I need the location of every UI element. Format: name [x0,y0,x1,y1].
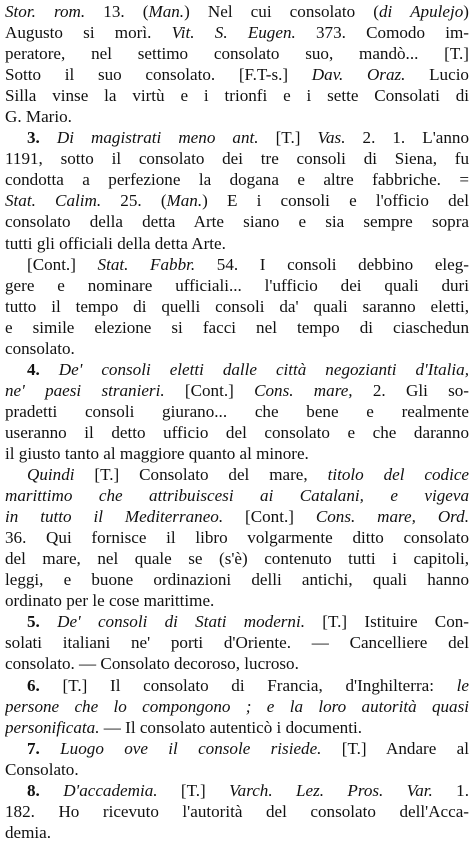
italic-segment: le [456,675,469,695]
text-segment: condotta a perfezione la dogana e altre fabbriche. = [5,170,469,190]
italic-segment: Di magistrati meno ant. [56,128,259,148]
text-segment: leggi, e buone ordinazioni delli antichi, quali hanno [5,570,469,590]
text-segment: useranno il detto ufficio del consolato e che daranno [5,422,469,442]
text-segment: Lucio [405,65,469,85]
text-line [5,106,469,127]
text-segment: Consolato. [5,759,79,779]
text-segment: tutto il tempo di quelli consoli da' quali saranno eletti, [5,296,469,316]
text-segment: [Cont.] [164,380,255,400]
text-line [5,233,469,254]
italic-segment: Cons. mare, [254,380,353,400]
text-line [5,317,469,338]
italic-segment: Stor. rom. [5,2,86,21]
text-line [5,569,469,590]
italic-segment: Man. [148,2,185,21]
italic-segment: Cons. mare, Ord. [315,507,469,527]
text-segment: 13. ( [85,2,149,21]
text-line [5,780,469,801]
text-segment: [T.] [157,780,230,800]
section-number: 4. [27,359,59,379]
text-segment: Silla vinse la virtù e i trionfi e i sette Consolati di [5,86,469,106]
italic-segment: persone che lo compongono ; e la loro autorità quasi [5,696,469,716]
text-segment: ) [463,2,469,21]
section-number: 3. [27,128,57,148]
text-segment: pradetti consoli giurano... che bene e realmente [5,401,469,421]
text-line [5,169,469,190]
text-segment: [T.] Consolato del mare, [74,465,328,485]
text-line [5,211,469,232]
text-segment: solati italiani ne' porti d'Oriente. — Cancelliere del [5,633,469,653]
text-line [5,190,469,211]
text-segment: [T.] [258,128,318,148]
text-line [5,590,469,611]
text-segment: demia. [5,822,52,842]
text-segment: [T.] Istituire Con- [305,612,469,632]
italic-segment: in tutto il Mediterraneo. [5,507,224,527]
text-segment: consolato. [5,338,75,358]
text-segment: [Cont.] [223,507,316,527]
italic-segment: Quindi [27,465,75,485]
text-segment: 373. Comodo im- [295,23,469,43]
italic-segment: Varch. Lez. Pros. Var. [229,780,433,800]
text-segment: peratore, nel settimo consolato suo, mandò... [T.] [5,44,469,64]
italic-segment: Vit. S. Eugen. [171,23,296,43]
italic-segment: marittimo che attribuiscesi ai Catalani, e vigeva [5,486,469,506]
text-segment: [T.] Andare al [321,738,469,758]
text-segment: ordinato per le cose marittime. [5,591,215,611]
text-line [5,611,469,632]
text-segment: — Il consolato autenticò i documenti. [99,717,363,737]
text-line [5,717,469,738]
text-line [5,401,469,422]
text-line [5,675,469,696]
text-segment: 54. I consoli debbino eleg- [195,254,469,274]
text-segment: gere e nominare ufficiali... l'ufficio dei quali duri [5,275,469,295]
italic-segment: De' consoli di Stati moderni. [57,612,306,632]
text-line [5,443,469,464]
text-line [5,254,469,275]
text-segment: [Cont.] [27,254,98,274]
text-line [5,485,469,506]
text-line [5,738,469,759]
text-line [5,359,469,380]
italic-segment: Vas. [317,128,346,148]
italic-segment: titolo del codice [327,465,469,485]
section-number: 8. [27,780,64,800]
text-segment: ) E i consoli e l'officio del [202,191,469,211]
text-line [5,85,469,106]
text-line [5,822,469,843]
text-segment: Augusto si morì. [5,23,172,43]
text-line [5,548,469,569]
text-segment: 25. ( [101,191,167,211]
text-line [5,127,469,148]
section-number: 5. [27,612,58,632]
text-segment: del mare, nel quale se (s'è) contenuto tutti i capitoli, [5,549,469,569]
italic-segment: D'accademia. [63,780,158,800]
text-line [5,653,469,674]
text-line [5,380,469,401]
section-number: 7. [27,738,61,758]
italic-segment: Stat. Fabbr. [97,254,196,274]
text-line [5,1,469,22]
text-line [5,696,469,717]
italic-segment: De' consoli eletti dalle città negozianti d'Italia, [58,359,469,379]
text-line [5,527,469,548]
dictionary-entry-text [5,1,469,843]
text-line [5,632,469,653]
text-segment: consolato della detta Arte siano e sia sempre sopra [5,212,469,232]
text-line [5,148,469,169]
text-segment: [T.] Il consolato di Francia, d'Inghilterra: [62,675,457,695]
text-line [5,759,469,780]
italic-segment: Dav. Oraz. [311,65,406,85]
text-segment: consolato. — Consolato decoroso, lucroso. [5,654,299,674]
text-line [5,464,469,485]
text-segment: 1191, sotto il consolato dei tre consoli di Siena, fu [5,149,469,169]
text-segment: 1. [432,780,469,800]
text-line [5,422,469,443]
italic-segment: Stat. Calim. [5,191,102,211]
text-line [5,506,469,527]
italic-segment: Man. [166,191,203,211]
text-segment: il giusto tanto al maggiore quanto al minore. [5,443,309,463]
text-segment: 2. Gli so- [352,380,469,400]
text-line [5,275,469,296]
italic-segment: personificata. [5,717,100,737]
text-segment: tutti gli officiali della detta Arte. [5,233,226,253]
section-number: 6. [27,675,63,695]
text-segment: 36. Qui fornisce il libro volgarmente ditto consolato [5,528,469,548]
text-segment: 2. 1. L'anno [345,128,469,148]
text-line [5,64,469,85]
text-line [5,338,469,359]
text-segment: ) Nel cui consolato ( [184,2,379,21]
text-segment: G. Mario. [5,107,72,127]
text-segment: 182. Ho ricevuto l'autorità del consolato dell'Acca- [5,801,469,821]
text-line [5,296,469,317]
text-line [5,22,469,43]
text-segment: e simile elezione si facci nel tempo di ciaschedun [5,317,469,337]
italic-segment: ne' paesi stranieri. [5,380,165,400]
italic-segment: di Apulejo [379,2,464,21]
italic-segment: Luogo ove il console risiede. [60,738,322,758]
text-line [5,801,469,822]
text-line [5,43,469,64]
text-segment: Sotto il suo consolato. [F.T-s.] [5,65,312,85]
